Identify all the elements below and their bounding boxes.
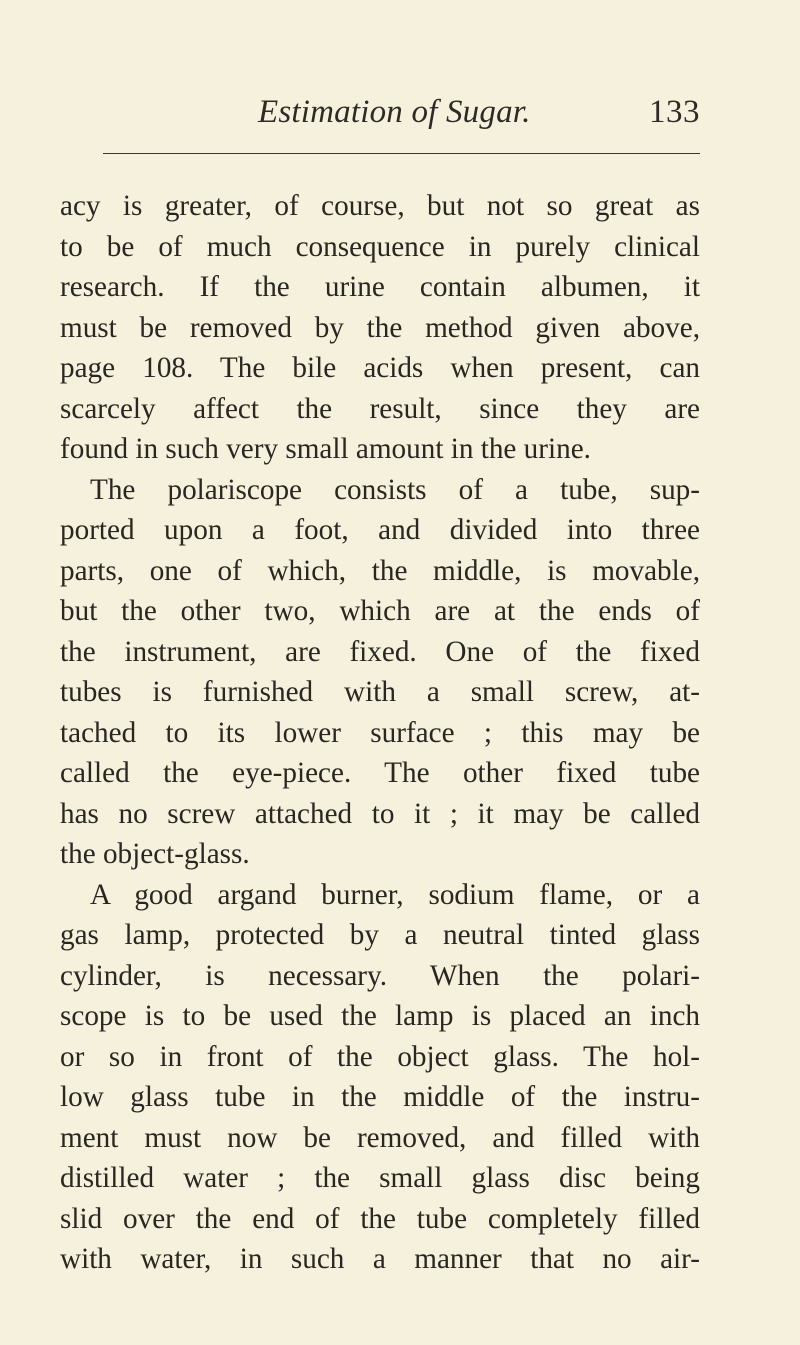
text-line: has no screw attached to it ; it may be called <box>60 797 700 830</box>
text-line: distilled water ; the small glass disc being <box>60 1162 700 1194</box>
text-line: cylinder, is necessary. When the polari- <box>60 959 700 992</box>
text-line: found in such very small amount in the urine. <box>60 433 591 465</box>
text-line: or so in front of the object glass. The hol- <box>60 1040 700 1073</box>
paragraph-start-line: The polariscope consists of a tube, sup- <box>90 473 700 506</box>
text-line: scope is to be used the lamp is placed an inch <box>60 1000 700 1032</box>
text-line: scarcely affect the result, since they are <box>60 392 700 425</box>
text-line: gas lamp, protected by a neutral tinted glass <box>60 919 700 951</box>
text-line: research. If the urine contain albumen, it <box>60 271 700 303</box>
text-line: page 108. The bile acids when present, can <box>60 352 700 384</box>
paragraph-start-line: A good argand burner, sodium flame, or a <box>90 878 700 911</box>
header-rule <box>103 153 700 154</box>
text-line: the object-glass. <box>60 838 250 870</box>
text-line: tubes is furnished with a small screw, at- <box>60 676 700 708</box>
body-text <box>60 186 700 1280</box>
page-number: 133 <box>649 94 700 130</box>
text-line: with water, in such a manner that no air- <box>60 1243 700 1275</box>
text-line: low glass tube in the middle of the instru- <box>60 1081 700 1113</box>
text-line: must be removed by the method given above, <box>60 311 700 344</box>
text-line: but the other two, which are at the ends of <box>60 595 700 627</box>
text-line: called the eye-piece. The other fixed tube <box>60 757 700 789</box>
text-line: ment must now be removed, and filled with <box>60 1121 700 1154</box>
running-head-title: Estimation of Sugar. <box>258 94 531 130</box>
text-line: to be of much consequence in purely clinical <box>60 230 700 263</box>
text-line: acy is greater, of course, but not so great as <box>60 190 700 222</box>
text-line: parts, one of which, the middle, is movable, <box>60 554 700 587</box>
text-line: ported upon a foot, and divided into three <box>60 514 700 546</box>
running-head <box>103 94 700 154</box>
text-line: slid over the end of the tube completely filled <box>60 1202 700 1235</box>
text-line: the instrument, are fixed. One of the fixed <box>60 635 700 668</box>
text-line: tached to its lower surface ; this may be <box>60 716 700 749</box>
